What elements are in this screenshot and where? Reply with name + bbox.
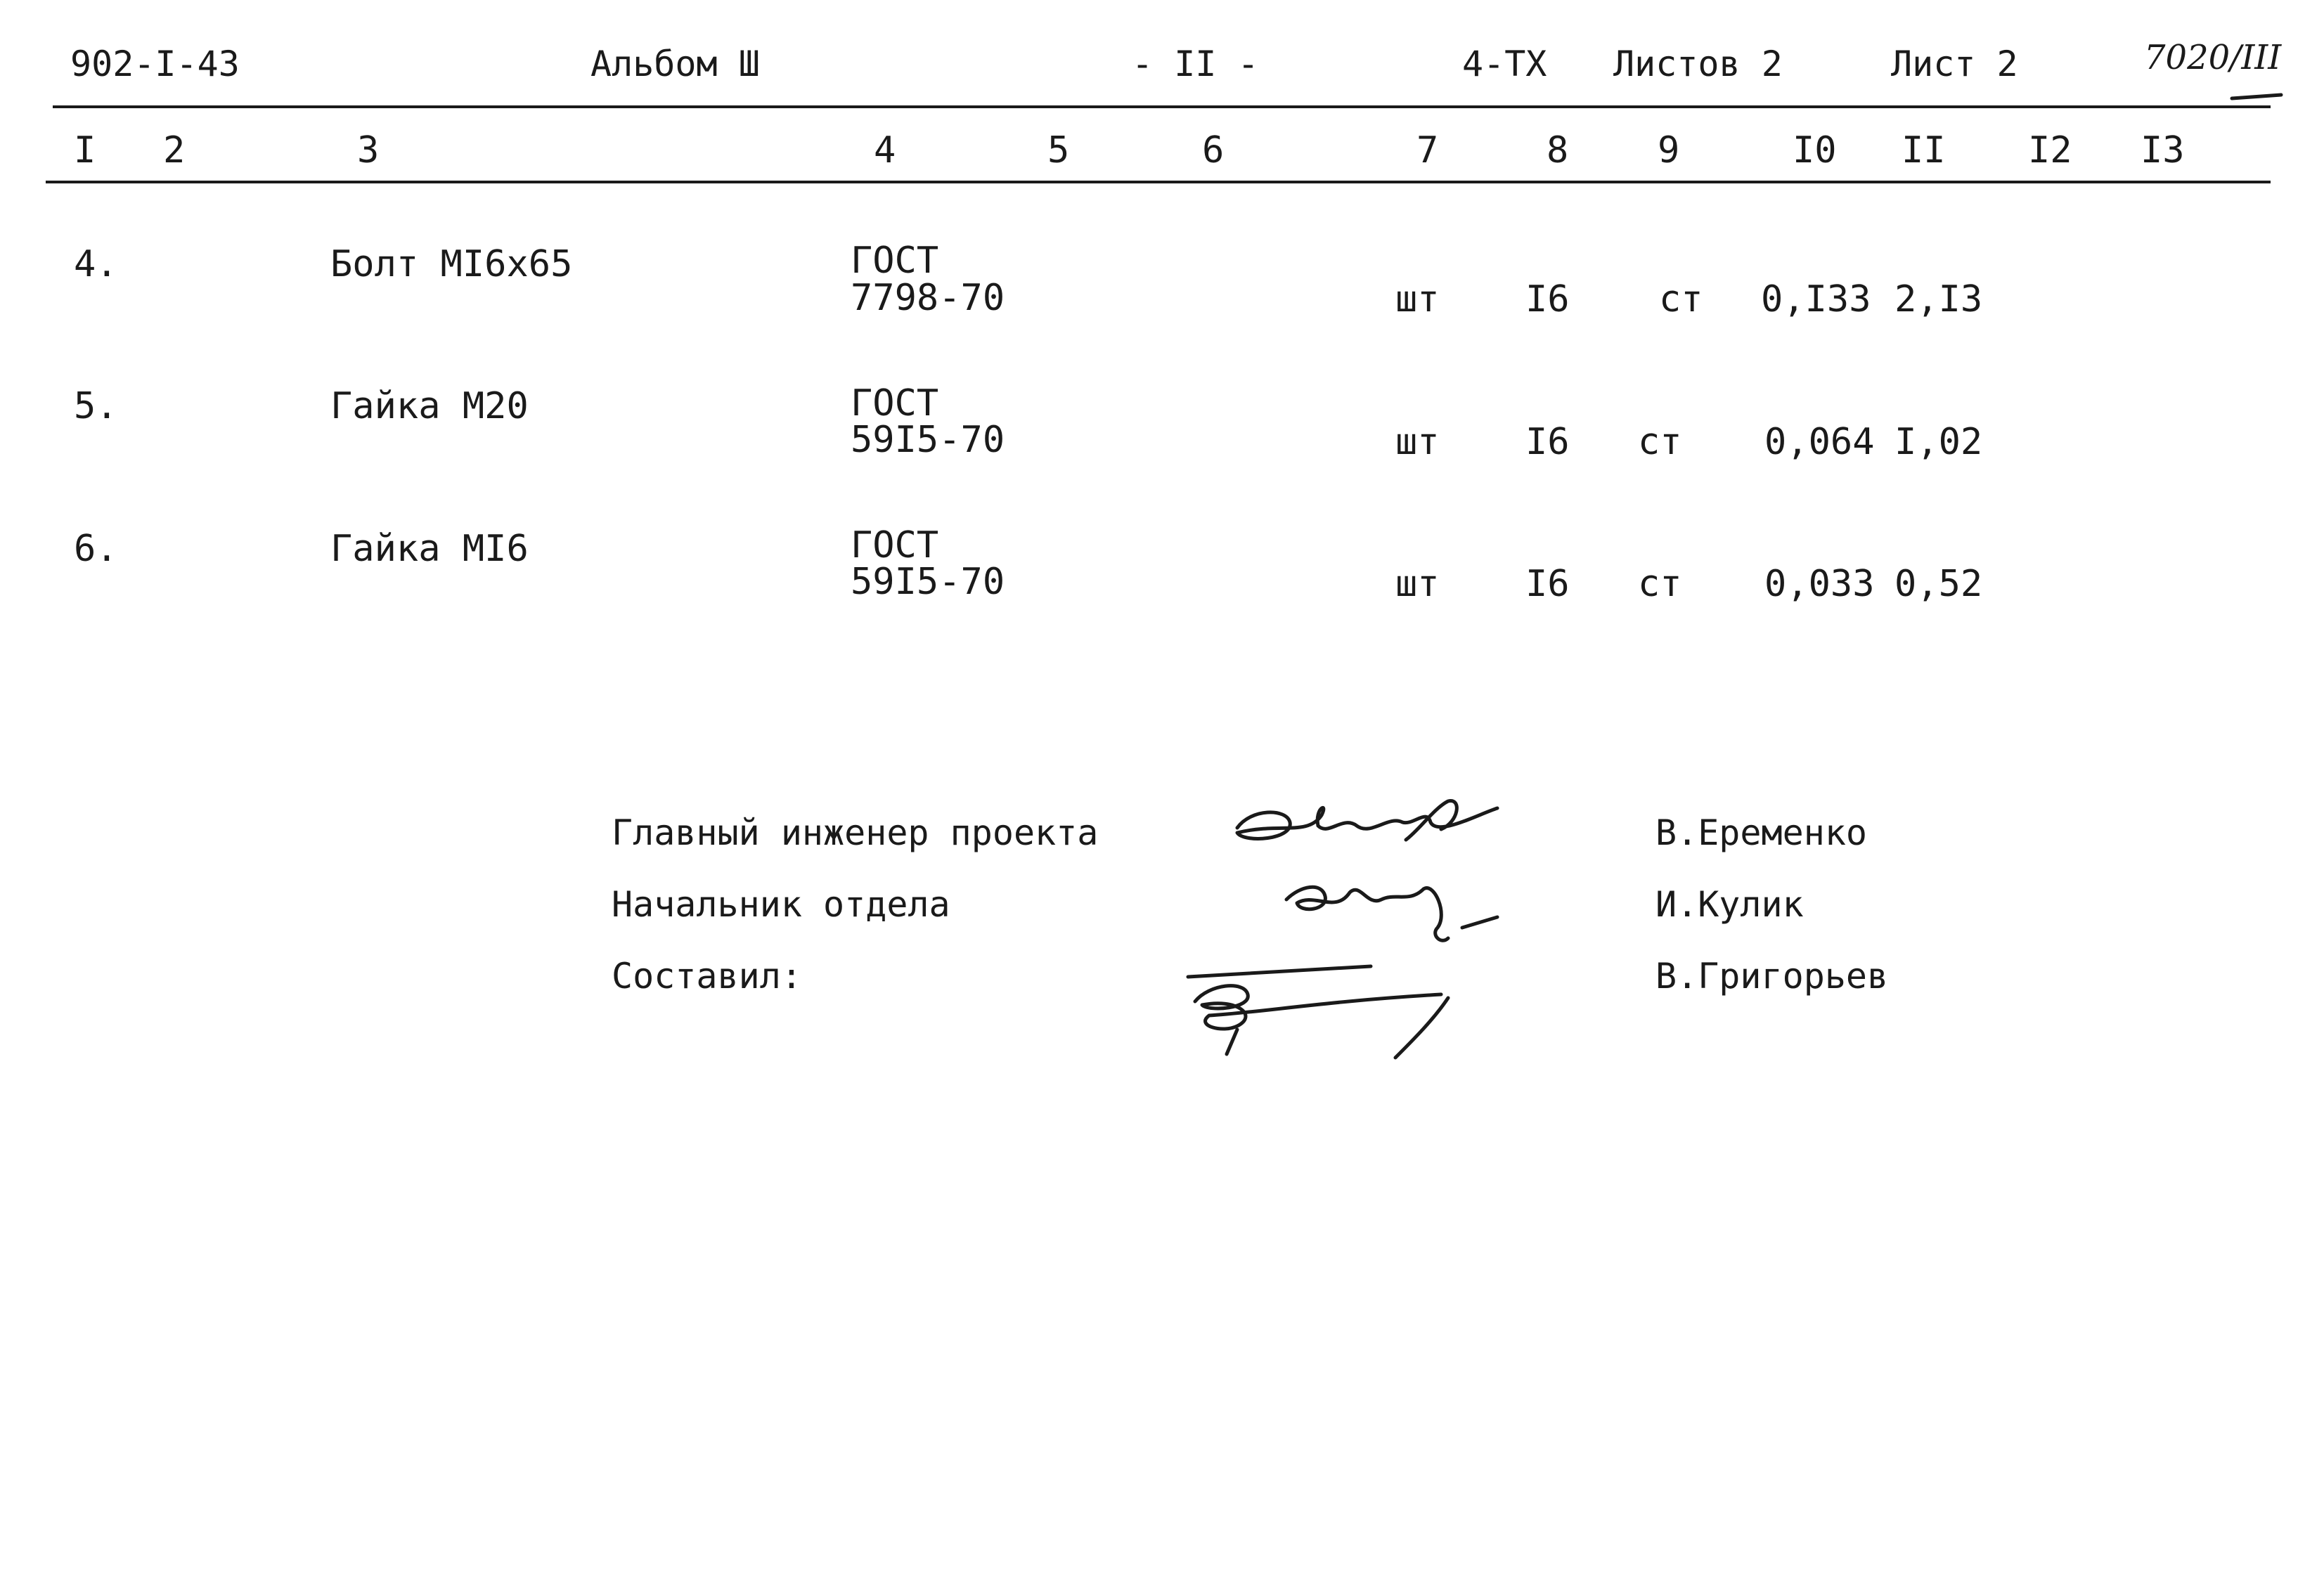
column-header: I3 bbox=[2141, 129, 2185, 171]
standard-line2: 7798-70 bbox=[851, 277, 1005, 319]
material: ст bbox=[1638, 563, 1682, 605]
section-code: 4-ТХ bbox=[1462, 44, 1547, 84]
unit-mass: 0,033 bbox=[1764, 563, 1875, 605]
standard-line1: ГОСТ bbox=[851, 382, 939, 424]
row-number: 4. bbox=[74, 243, 118, 285]
sheet-number: Лист 2 bbox=[1891, 44, 2018, 84]
column-header: 3 bbox=[357, 129, 380, 171]
signature-name: В.Еременко bbox=[1655, 812, 1868, 853]
signature-name: В.Григорьев bbox=[1655, 956, 1889, 997]
signature-stroke-2 bbox=[1286, 887, 1448, 940]
material: ст bbox=[1638, 421, 1682, 463]
item-name: Гайка М20 bbox=[330, 385, 529, 427]
unit-mass: 0,064 bbox=[1764, 421, 1875, 463]
archive-number: 7020/III bbox=[2144, 38, 2282, 77]
signature-name: И.Кулик bbox=[1655, 884, 1804, 925]
row-number: 5. bbox=[74, 385, 118, 427]
column-header: I2 bbox=[2028, 129, 2072, 171]
quantity: I6 bbox=[1525, 421, 1570, 463]
column-header: I bbox=[74, 129, 96, 171]
column-header: 9 bbox=[1658, 129, 1680, 171]
unit: шт bbox=[1395, 278, 1440, 320]
column-header: 4 bbox=[874, 129, 896, 171]
column-header: II bbox=[1902, 129, 1946, 171]
archive-underline bbox=[2232, 95, 2281, 98]
standard-line2: 59I5-70 bbox=[851, 561, 1005, 603]
column-header: 6 bbox=[1202, 129, 1225, 171]
column-header: 2 bbox=[163, 129, 186, 171]
row-number: 6. bbox=[74, 528, 118, 570]
signature-stroke-1 bbox=[1237, 807, 1497, 838]
item-name: Гайка МI6 bbox=[330, 528, 529, 570]
signature-role: Главный инженер проекта bbox=[612, 812, 1099, 853]
total-mass: I,02 bbox=[1894, 421, 1983, 463]
album-label: Альбом Ш bbox=[590, 44, 760, 84]
signature-role: Начальник отдела bbox=[612, 884, 950, 925]
unit: шт bbox=[1395, 421, 1440, 463]
total-mass: 2,I3 bbox=[1894, 278, 1983, 320]
total-mass: 0,52 bbox=[1894, 563, 1983, 605]
standard-line1: ГОСТ bbox=[851, 240, 939, 282]
quantity: I6 bbox=[1525, 278, 1570, 320]
unit-mass: 0,I33 bbox=[1761, 278, 1871, 320]
quantity: I6 bbox=[1525, 563, 1570, 605]
unit: шт bbox=[1395, 563, 1440, 605]
column-header: I0 bbox=[1793, 129, 1837, 171]
standard-line2: 59I5-70 bbox=[851, 419, 1005, 461]
material: ст bbox=[1659, 278, 1703, 320]
signature-stroke-3 bbox=[1188, 966, 1371, 977]
column-header: 7 bbox=[1416, 129, 1439, 171]
column-header: 8 bbox=[1547, 129, 1569, 171]
standard-line1: ГОСТ bbox=[851, 524, 939, 566]
column-header: 5 bbox=[1047, 129, 1070, 171]
item-name: Болт МI6х65 bbox=[330, 243, 573, 285]
page-marker: - II - bbox=[1132, 44, 1259, 84]
signature-role: Составил: bbox=[612, 956, 802, 997]
sheets-total: Листов 2 bbox=[1613, 44, 1783, 84]
document-designation: 902-I-43 bbox=[70, 44, 240, 84]
